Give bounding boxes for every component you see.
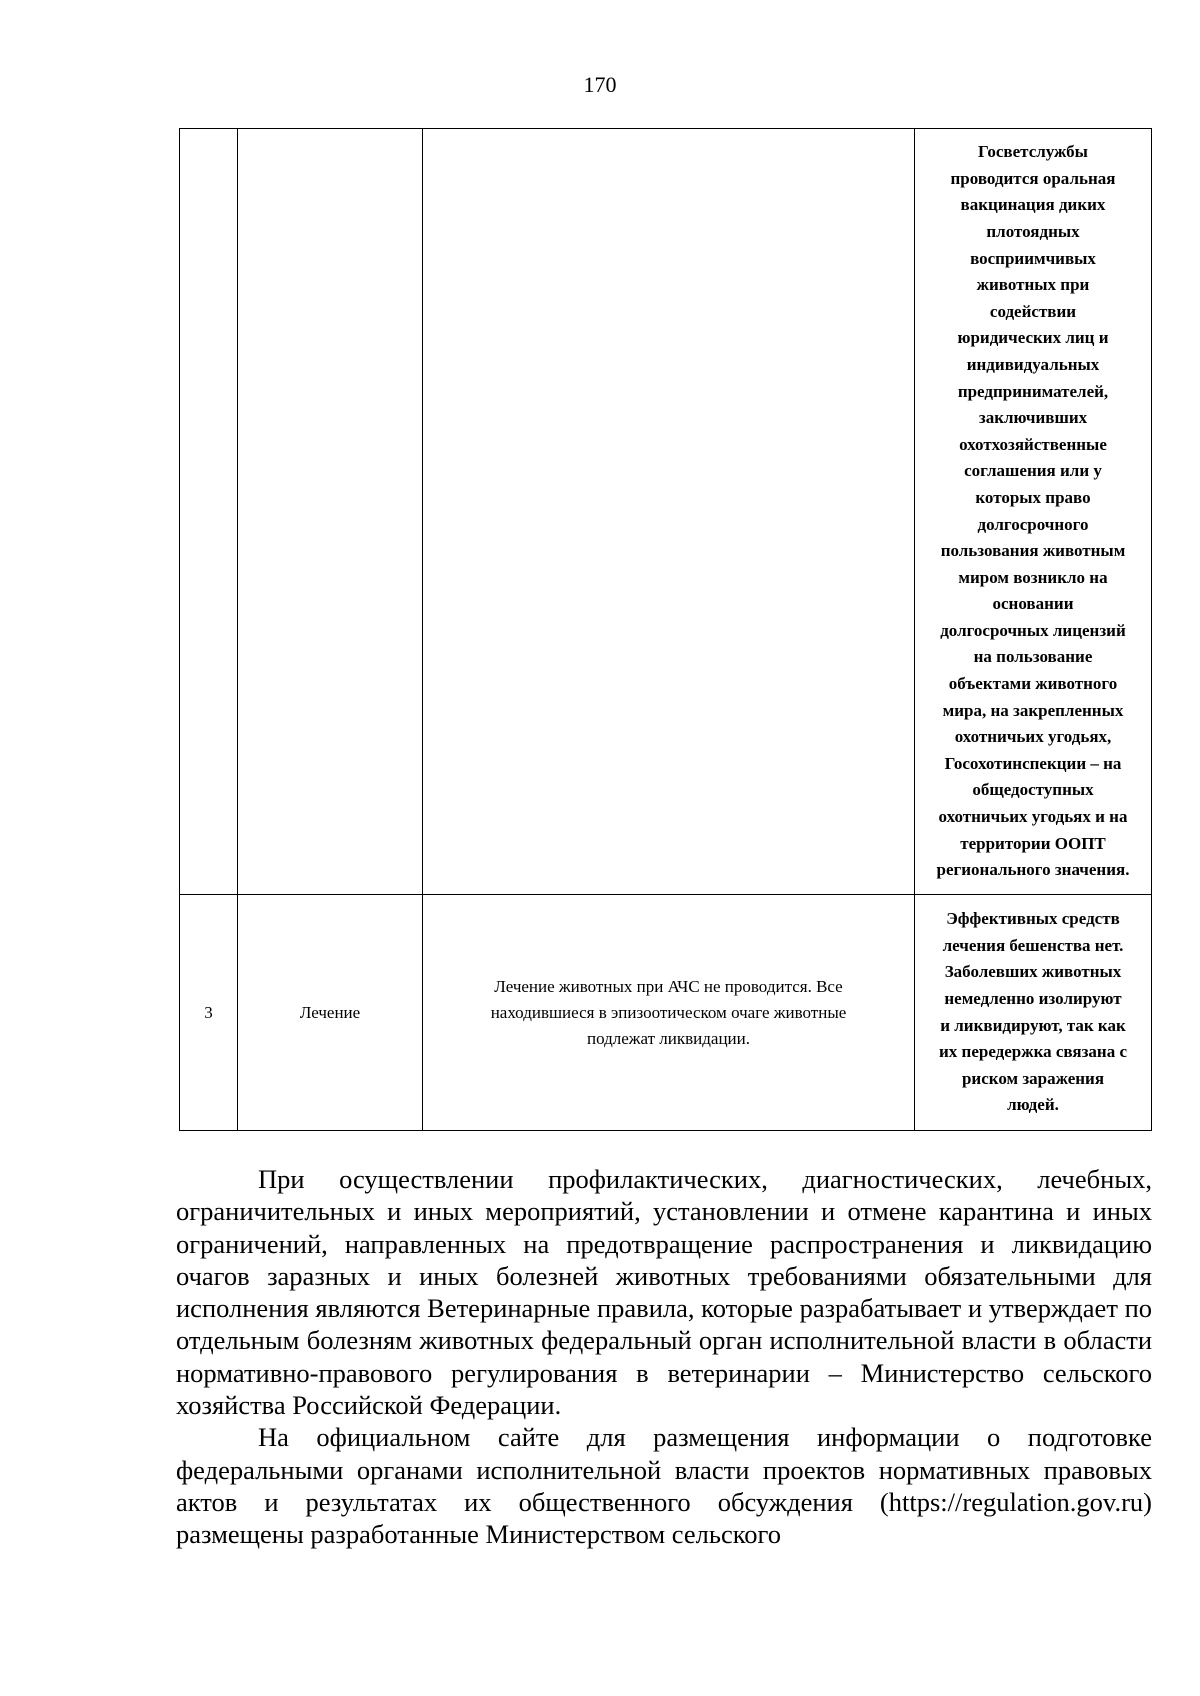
- note-line: долгосрочных лицензий: [940, 620, 1126, 640]
- note-line: и ликвидируют, так как: [940, 1015, 1126, 1035]
- note-line: индивидуальных: [966, 354, 1100, 374]
- note-line: животных при: [976, 275, 1090, 295]
- note-line: на пользование: [973, 647, 1093, 667]
- note-line: соглашения или у: [964, 461, 1102, 481]
- row1-description-cell: [423, 129, 915, 895]
- row2-name-cell: Лечение: [238, 895, 423, 1131]
- note-line: Госветслужбы: [978, 142, 1088, 162]
- row1-name-cell: [238, 129, 423, 895]
- note-line: восприимчивых: [970, 248, 1096, 268]
- note-line: заключивших: [978, 408, 1088, 428]
- note-line: которых право: [975, 487, 1091, 507]
- note-line: Госохотинспекции – на: [944, 753, 1122, 773]
- body-text: [176, 1163, 1152, 1551]
- row1-number-cell: [180, 129, 238, 895]
- note-line: содействии: [989, 301, 1077, 321]
- row1-note-text: [915, 139, 1151, 884]
- table-row: [180, 895, 1152, 1131]
- paragraph-regulations: При осуществлении профилактических, диагностических, лечебных, ограничительных и иных мероприятий, установлении и отмене карантина и иных ограничений, направленных на предотвращение распространения и ликвидацию очагов заразных и иных болезней животных требованиями обязательными для исполнения являются Ветеринарные правила, которые разрабатывает и утверждает по отдельным болезням животных федеральный орган исполнительной власти в области нормативно-правового регулирования в ветеринарии – Министерство сельского хозяйства Российской Федерации.: [176, 1164, 1152, 1421]
- note-line: охотничьих угодьях и на: [938, 807, 1128, 827]
- note-line: плотоядных: [986, 221, 1080, 241]
- note-line: людей.: [1007, 1095, 1059, 1115]
- note-line: территории ООПТ: [960, 833, 1106, 853]
- paragraph-website: На официальном сайте для размещения информации о подготовке федеральными органами исполнительной власти проектов нормативных правовых актов и результатах их общественного обсуждения (https://regulation.gov.ru) размещены разработанные Министерством сельского: [176, 1422, 1152, 1550]
- note-line: пользования животным: [940, 541, 1126, 561]
- note-line: предпринимателей,: [957, 381, 1109, 401]
- description-line: находившиеся в эпизоотическом очаге животные: [490, 1002, 847, 1022]
- note-line: охотничьих угодьях,: [954, 727, 1112, 747]
- row2-description-text: [423, 974, 914, 1052]
- note-line: охотхозяйственные: [959, 434, 1107, 454]
- note-line: долгосрочного: [977, 514, 1089, 534]
- row2-description-cell: [423, 895, 915, 1131]
- note-line: немедленно изолируют: [944, 988, 1122, 1008]
- table-row: [180, 129, 1152, 895]
- note-line: риском заражения: [961, 1068, 1105, 1088]
- description-line: подлежат ликвидации.: [586, 1028, 751, 1048]
- note-line: Эффективных средств: [946, 909, 1120, 929]
- note-line: лечения бешенства нет.: [942, 935, 1124, 955]
- page-number: 170: [583, 72, 617, 97]
- description-line: Лечение животных при АЧС не проводится. Все: [494, 976, 843, 996]
- row1-note-cell: [915, 129, 1152, 895]
- note-line: юридических лиц и: [957, 328, 1109, 348]
- note-line: регионального значения.: [936, 860, 1130, 880]
- measures-table: [179, 128, 1152, 1131]
- row2-note-cell: [915, 895, 1152, 1131]
- note-line: миром возникло на: [958, 567, 1108, 587]
- note-line: мира, на закрепленных: [942, 700, 1124, 720]
- note-line: объектами животного: [948, 674, 1118, 694]
- note-line: Заболевших животных: [944, 962, 1122, 982]
- note-line: их передержка связана с: [939, 1042, 1127, 1062]
- note-line: общедоступных: [972, 780, 1094, 800]
- row2-note-text: [915, 906, 1151, 1119]
- note-line: вакцинация диких: [960, 195, 1106, 215]
- row2-number-cell: 3: [180, 895, 238, 1131]
- note-line: проводится оральная: [950, 168, 1116, 188]
- note-line: основании: [992, 594, 1074, 614]
